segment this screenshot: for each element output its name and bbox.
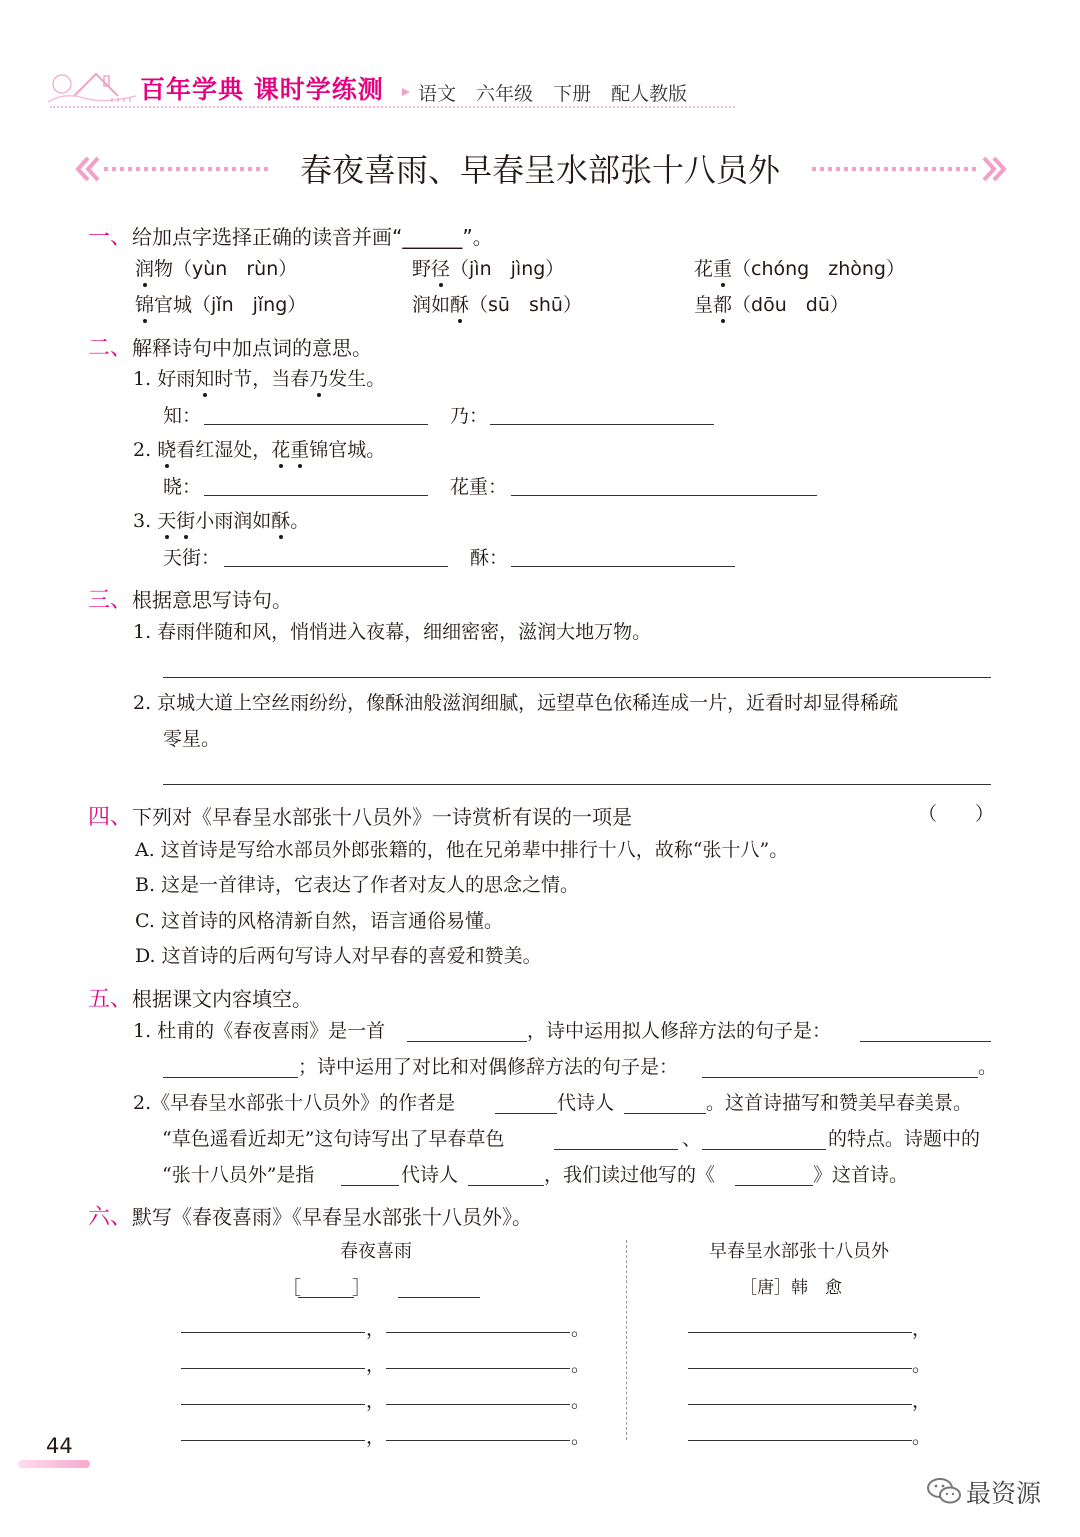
q3-1-answer-line[interactable] (163, 677, 991, 678)
right-poem-author: ［唐］韩 愈 (740, 1278, 842, 1298)
q5-2-blank-poet-2[interactable] (468, 1185, 544, 1186)
right-line-4[interactable] (688, 1440, 912, 1441)
page-title: 春夜喜雨、早春呈水部张十八员外 (299, 151, 780, 189)
left-line-4a[interactable] (181, 1440, 365, 1441)
left-comma-1: ， (366, 1318, 386, 1340)
q5-1-text-c: ；诗中运用了对比和对偶修辞方法的句子是： (298, 1056, 679, 1078)
q5-2-text-d: “草色遥看近却无”这句诗写出了早春草色 (162, 1128, 505, 1150)
q5-2-blank-dynasty[interactable] (495, 1113, 557, 1114)
q5-2-text-e: 、 (682, 1128, 702, 1150)
q2-2-sentence: 2. 晓看红湿处，花重锦官城。 (133, 439, 386, 461)
q2-3-answer-a[interactable] (224, 566, 448, 567)
left-comma-2: ， (366, 1354, 386, 1376)
option-d: D. 这首诗的后两句写诗人对早春的喜爱和赞美。 (135, 945, 542, 967)
q5-2-text-b: 代诗人 (557, 1092, 615, 1114)
q2-1-label-b: 乃： (450, 405, 489, 427)
q5-1-text-b: ，诗中运用拟人修辞方法的句子是： (527, 1020, 832, 1042)
pinyin-item-2: 野径（jìn jìng） (412, 258, 565, 280)
q2-1-answer-a[interactable] (204, 424, 428, 425)
q5-2-text-i: ，我们读过他写的《 (544, 1164, 716, 1186)
pinyin-item-6: 皇都（dōu dū） (694, 294, 849, 316)
q5-2-blank-feature-2[interactable] (702, 1149, 826, 1150)
q5-1-blank-personification-cont[interactable] (163, 1077, 298, 1078)
q5-2-blank-feature-1[interactable] (554, 1149, 678, 1150)
q5-2-blank-poem[interactable] (735, 1185, 813, 1186)
left-period-1: 。 (571, 1318, 591, 1340)
q3-2-text-line1: 2. 京城大道上空丝雨纷纷，像酥油般滋润细腻，远望草色依稀连成一片，近看时却显得稀疏 (133, 692, 899, 714)
house-logo-icon (44, 62, 140, 106)
left-line-1b[interactable] (386, 1332, 570, 1333)
option-a: A. 这首诗是写给水部员外郎张籍的，他在兄弟辈中排行十八，故称“张十八”。 (135, 839, 789, 861)
q5-2-blank-dynasty-2[interactable] (341, 1185, 399, 1186)
page-number: 44 (46, 1434, 73, 1458)
left-line-3b[interactable] (386, 1404, 570, 1405)
option-b: B. 这是一首律诗，它表达了作者对友人的思念之情。 (135, 874, 580, 896)
left-blank-author[interactable] (398, 1297, 480, 1298)
left-comma-3: ， (366, 1390, 386, 1412)
right-comma-1: ， (912, 1318, 932, 1340)
option-c: C. 这首诗的风格清新自然，语言通俗易懂。 (135, 910, 503, 932)
left-blank-dynasty[interactable] (298, 1297, 354, 1298)
pinyin-item-1: 润物（yùn rùn） (135, 258, 298, 280)
section-1-heading: 一、给加点字选择正确的读音并画“______”。 (88, 225, 493, 250)
arrow-icon (400, 86, 414, 98)
left-line-4b[interactable] (386, 1440, 570, 1441)
q2-3-answer-b[interactable] (511, 566, 735, 567)
section-6-heading: 六、默写《春夜喜雨》《早春呈水部张十八员外》。 (88, 1205, 533, 1230)
q5-2-text-j: 》这首诗。 (813, 1164, 909, 1186)
q5-2-text-f: 的特点。诗题中的 (828, 1128, 981, 1150)
q2-2-label-b: 花重： (450, 476, 508, 498)
left-line-2b[interactable] (386, 1368, 570, 1369)
section-4-heading: 四、下列对《早春呈水部张十八员外》一诗赏析有误的一项是 (88, 805, 633, 830)
q5-1-blank-personification[interactable] (860, 1041, 991, 1042)
right-line-2[interactable] (688, 1368, 912, 1369)
left-line-1a[interactable] (181, 1332, 365, 1333)
wechat-icon (926, 1476, 962, 1506)
q5-2-text-c: 。这首诗描写和赞美早春美景。 (706, 1092, 973, 1114)
q3-2-text-line2: 零星。 (163, 728, 221, 750)
q2-1-answer-b[interactable] (490, 424, 714, 425)
right-line-3[interactable] (688, 1404, 912, 1405)
right-period-4: 。 (912, 1426, 932, 1448)
right-poem-title: 早春呈水部张十八员外 (709, 1241, 889, 1262)
q2-2-label-a: 晓： (163, 476, 202, 498)
left-bracket-close: ］ (352, 1277, 372, 1299)
left-period-4: 。 (571, 1426, 591, 1448)
pinyin-item-4: 锦官城（jǐn jǐng） (135, 294, 307, 316)
q2-2-answer-a[interactable] (204, 495, 428, 496)
q5-1-period: 。 (978, 1056, 998, 1078)
q5-2-blank-poet[interactable] (624, 1113, 706, 1114)
section-2-heading: 二、解释诗句中加点词的意思。 (88, 336, 373, 361)
q5-2-text-a: 2.《早春呈水部张十八员外》的作者是 (133, 1092, 456, 1114)
q3-1-text: 1. 春雨伴随和风，悄悄进入夜幕，细细密密，滋润大地万物。 (133, 621, 652, 643)
right-comma-3: ， (912, 1390, 932, 1412)
left-poem-title: 春夜喜雨 (340, 1241, 412, 1262)
q2-3-label-b: 酥： (470, 547, 509, 569)
q3-2-answer-line[interactable] (163, 784, 991, 785)
q2-3-label-a: 天街： (163, 547, 221, 569)
left-line-2a[interactable] (181, 1368, 365, 1369)
q5-1-blank-contrast[interactable] (702, 1077, 978, 1078)
section-3-heading: 三、根据意思写诗句。 (88, 588, 293, 613)
page-number-bar (18, 1460, 90, 1468)
q5-2-text-h: 代诗人 (401, 1164, 459, 1186)
q5-1-text-a: 1. 杜甫的《春夜喜雨》是一首 (133, 1020, 386, 1042)
column-divider (626, 1240, 627, 1440)
q2-1-sentence: 1. 好雨知时节，当春乃发生。 (133, 368, 386, 390)
answer-paren[interactable]: （ ） (918, 803, 995, 825)
q2-3-sentence: 3. 天街小雨润如酥。 (133, 510, 310, 532)
watermark-text: 最资源 (966, 1479, 1042, 1508)
header-dotted-line (50, 106, 735, 108)
left-period-3: 。 (571, 1390, 591, 1412)
header-meta: 语文 六年级 下册 配人教版 (418, 83, 688, 105)
q5-2-text-g: “张十八员外”是指 (162, 1164, 315, 1186)
section-5-heading: 五、根据课文内容填空。 (88, 987, 313, 1012)
q5-1-blank-type[interactable] (407, 1041, 527, 1042)
pinyin-item-3: 花重（chóng zhòng） (694, 258, 905, 280)
left-line-3a[interactable] (181, 1404, 365, 1405)
right-line-1[interactable] (688, 1332, 912, 1333)
q2-2-answer-b[interactable] (511, 495, 817, 496)
q2-1-label-a: 知： (163, 405, 202, 427)
left-period-2: 。 (571, 1354, 591, 1376)
right-chevrons-icon (808, 154, 1008, 184)
right-period-2: 。 (912, 1354, 932, 1376)
brand-title: 百年学典 课时学练测 (140, 75, 384, 104)
pinyin-item-5: 润如酥（sū shū） (412, 294, 582, 316)
left-bracket-open: ［ (282, 1277, 302, 1299)
left-comma-4: ， (366, 1426, 386, 1448)
